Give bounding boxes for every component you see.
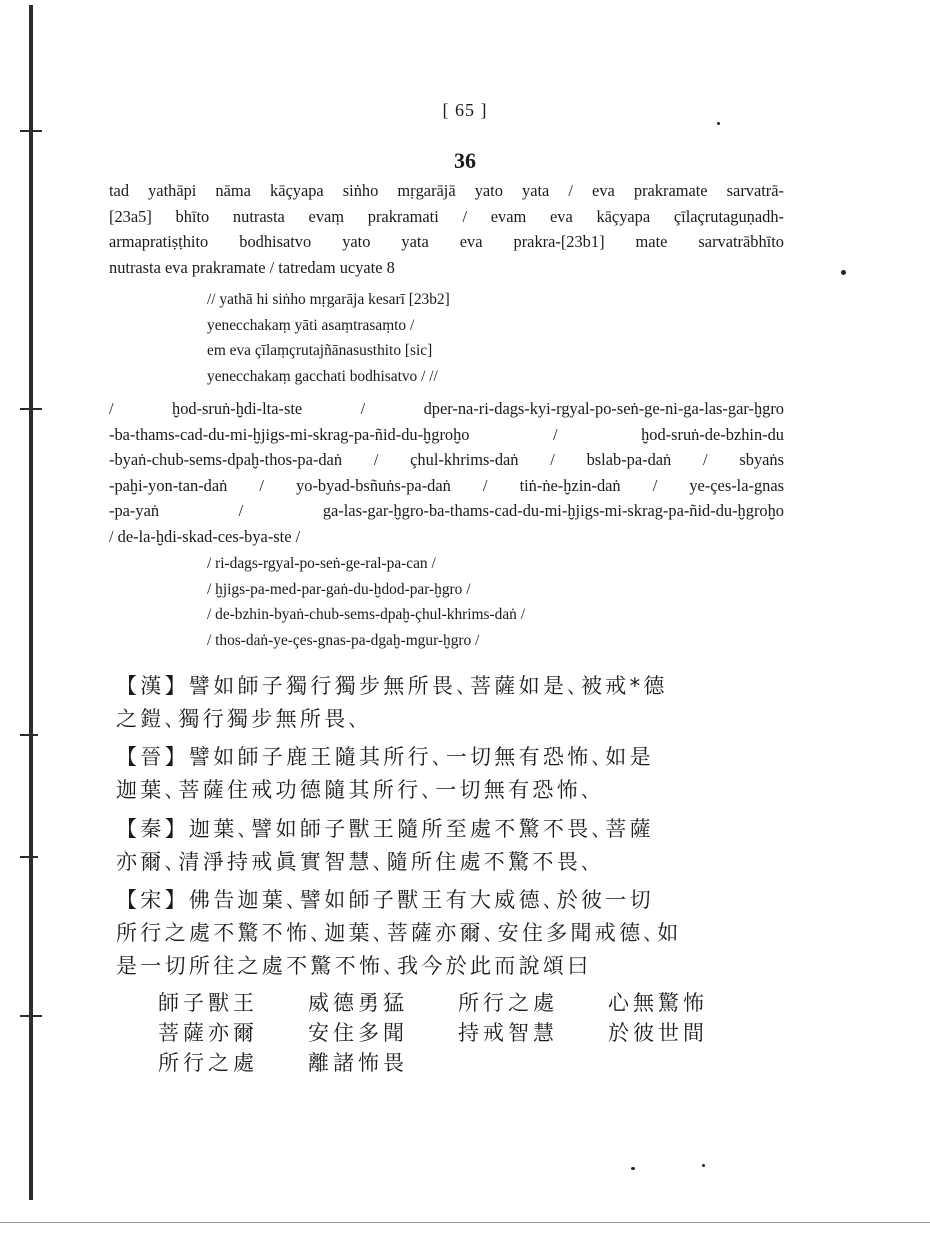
page-number: [ 65 ] <box>442 100 488 120</box>
binding-mark <box>20 408 42 410</box>
text-line: armapratiṣṭhito bodhisatvo yato yata eva prakra-[23b1] mate sarvatrābhīto <box>109 232 784 252</box>
text-line: -byaṅ-chub-sems-dpaḫ-thos-pa-daṅ / çhul-khrims-daṅ / bslab-pa-daṅ / sbyaṅs <box>109 450 784 470</box>
chinese-qin-translation <box>116 813 654 879</box>
gatha-phrase: 所行之處 <box>458 991 558 1015</box>
section-number: 36 <box>454 148 476 173</box>
text-line: -ba-thams-cad-du-mi-ḫjigs-mi-skrag-pa-ñid-du-ḫgroḫo / ḫod-sruṅ-de-bzhin-du <box>109 424 784 444</box>
gatha-phrase: 威德勇猛 <box>308 991 408 1015</box>
chinese-gatha <box>158 988 758 1078</box>
binding-edge <box>29 5 33 1200</box>
text-line: 【秦】迦葉､譬如師子獸王隨所至處不驚不畏､菩薩 <box>116 817 654 841</box>
verse-line: / de-bzhin-byaṅ-chub-sems-dpaḫ-çhul-khrims-daṅ / <box>207 606 525 624</box>
chinese-han-translation <box>116 670 668 736</box>
text-line: [23a5] bhīto nutrasta evaṃ prakramati / evam eva kāçyapa çīlaçrutaguṇadh- <box>109 206 784 226</box>
gatha-phrase <box>458 1048 608 1078</box>
verse-line: yenecchakaṃ yāti asaṃtrasaṃto / <box>207 316 415 334</box>
text-line: 之鎧､獨行獨步無所畏､ <box>116 707 363 731</box>
verse-line: / thos-daṅ-ye-çes-gnas-pa-dgaḫ-mgur-ḫgro / <box>207 631 480 649</box>
text-line: / ḫod-sruṅ-ḫdi-lta-ste / dper-na-ri-dags-kyi-rgyal-po-seṅ-ge-ni-ga-las-gar-ḫgro <box>109 399 784 418</box>
gatha-phrase: 師子獸王 <box>158 991 258 1015</box>
text-line: nutrasta eva prakramate / tatredam ucyate 8 <box>109 257 395 277</box>
binding-mark <box>20 734 38 736</box>
gatha-phrase: 於彼世間 <box>608 1021 708 1045</box>
verse-line: yenecchakaṃ gacchati bodhisatvo / // <box>207 367 438 385</box>
binding-mark <box>20 856 38 858</box>
text-line: 亦爾､清淨持戒眞實智慧､隨所住處不驚不畏､ <box>116 850 595 874</box>
speck <box>631 1167 635 1170</box>
chinese-song-translation <box>116 884 682 983</box>
text-line: / de-la-ḫdi-skad-ces-bya-ste / <box>109 526 301 546</box>
text-line: -pa-yaṅ / ga-las-gar-ḫgro-ba-thams-cad-du-mi-ḫjigs-mi-skrag-pa-ñid-du-ḫgroḫo <box>109 501 784 521</box>
text-line: 是一切所往之處不驚不怖､我今於此而說頌曰 <box>116 954 592 978</box>
tibetan-prose <box>109 396 784 550</box>
verse-line: // yathā hi siṅho mṛgarāja kesarī [23b2] <box>207 291 450 308</box>
verse-line: / ḫjigs-pa-med-par-gaṅ-du-ḫdod-par-ḫgro / <box>207 580 471 598</box>
verse-line: / ri-dags-rgyal-po-seṅ-ge-ral-pa-can / <box>207 555 436 572</box>
gatha-phrase: 所行之處 <box>158 1051 258 1075</box>
gatha-phrase: 持戒智慧 <box>458 1021 558 1045</box>
verse-line: em eva çīlaṃçrutajñānasusthito [sic] <box>207 342 433 360</box>
text-line: 【晉】譬如師子鹿王隨其所行､一切無有恐怖､如是 <box>116 745 654 769</box>
binding-mark <box>20 130 42 132</box>
text-line: 所行之處不驚不怖､迦葉､菩薩亦爾､安住多聞戒德､如 <box>116 921 682 945</box>
gatha-phrase <box>608 1048 758 1078</box>
speck <box>717 122 720 125</box>
speck <box>841 270 846 275</box>
chinese-jin-translation <box>116 741 654 807</box>
tibetan-verse <box>207 551 767 653</box>
gatha-phrase: 菩薩亦爾 <box>158 1021 258 1045</box>
text-line: 【漢】譬如師子獨行獨步無所畏､菩薩如是､被戒*德 <box>116 674 668 698</box>
binding-mark <box>20 1015 42 1017</box>
gatha-phrase: 心無驚怖 <box>608 991 708 1015</box>
sanskrit-prose <box>109 178 784 280</box>
text-line: -paḫi-yon-tan-daṅ / yo-byad-bsñuṅs-pa-daṅ / tiṅ-ṅe-ḫzin-daṅ / ye-çes-la-gnas <box>109 475 784 495</box>
text-line: tad yathāpi nāma kāçyapa siṅho mṛgarājā yato yata / eva prakramate sarvatrā- <box>109 181 784 200</box>
page-bottom-rule <box>0 1222 930 1223</box>
text-line: 【宋】佛告迦葉､譬如師子獸王有大威德､於彼一切 <box>116 888 654 912</box>
text-line: 迦葉､菩薩住戒功德隨其所行､一切無有恐怖､ <box>116 778 595 802</box>
sanskrit-verse <box>207 287 767 389</box>
gatha-phrase: 離諸怖畏 <box>308 1051 408 1075</box>
gatha-phrase: 安住多聞 <box>308 1021 408 1045</box>
speck <box>702 1164 705 1167</box>
